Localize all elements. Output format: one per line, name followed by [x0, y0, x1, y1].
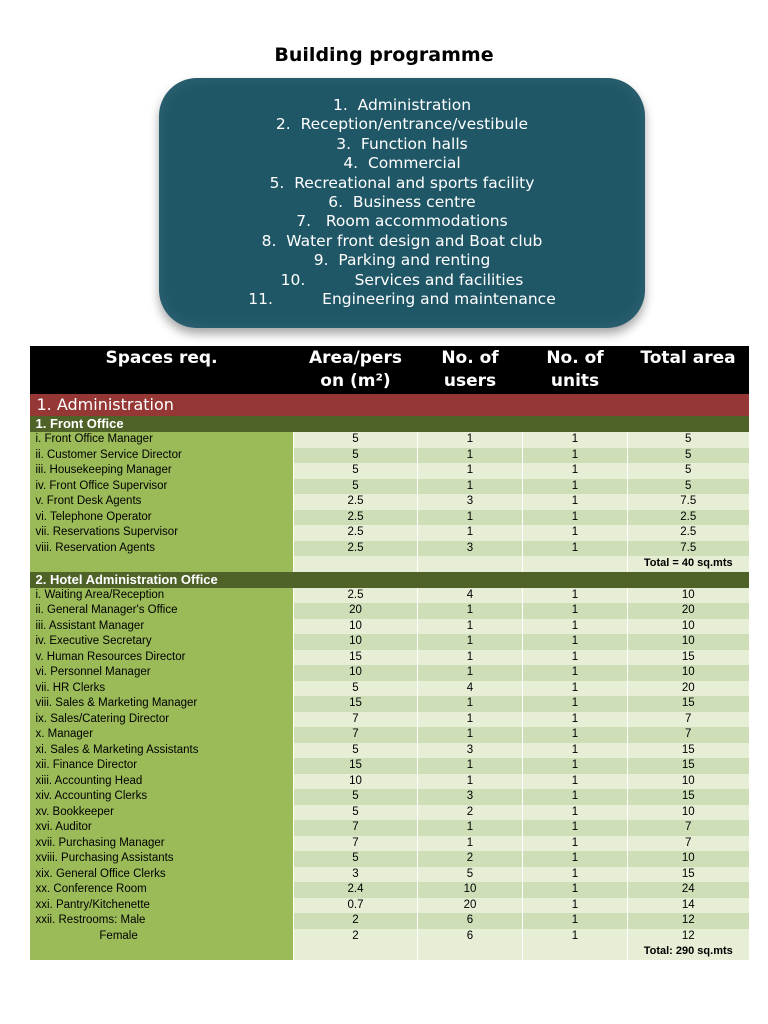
table-row — [30, 867, 749, 883]
units-cell: 1 — [523, 882, 628, 898]
users-cell: 1 — [418, 463, 523, 479]
total-area-cell: 7.5 — [628, 541, 749, 557]
area-per-person-cell: 5 — [294, 432, 418, 448]
total-area-cell: 15 — [628, 867, 749, 883]
total-area-cell: 2.5 — [628, 525, 749, 541]
space-name-cell: xi. Sales & Marketing Assistants — [30, 743, 294, 759]
units-cell: 1 — [523, 929, 628, 945]
table-row — [30, 494, 749, 510]
total-spacer-cell — [30, 556, 294, 572]
units-cell: 1 — [523, 805, 628, 821]
units-cell: 1 — [523, 758, 628, 774]
group-total-value: Total: 290 sq.mts — [628, 944, 749, 960]
table-row — [30, 541, 749, 557]
header-users-line1: No. of — [441, 348, 499, 368]
space-name-cell: xv. Bookkeeper — [30, 805, 294, 821]
table-row — [30, 510, 749, 526]
units-cell: 1 — [523, 432, 628, 448]
users-cell: 3 — [418, 494, 523, 510]
space-name-cell: v. Front Desk Agents — [30, 494, 294, 510]
area-per-person-cell: 20 — [294, 603, 418, 619]
total-area-cell: 12 — [628, 913, 749, 929]
users-cell: 1 — [418, 650, 523, 666]
section-title: 1. Administration — [30, 394, 749, 416]
table-row — [30, 758, 749, 774]
total-area-cell: 10 — [628, 588, 749, 604]
programme-item: 7. Room accommodations — [296, 212, 508, 231]
table-row — [30, 712, 749, 728]
units-cell: 1 — [523, 836, 628, 852]
units-cell: 1 — [523, 789, 628, 805]
group-header-row — [30, 416, 749, 432]
total-area-cell: 5 — [628, 448, 749, 464]
table-row — [30, 727, 749, 743]
space-name-cell: i. Waiting Area/Reception — [30, 588, 294, 604]
space-name-cell: ii. General Manager's Office — [30, 603, 294, 619]
units-cell: 1 — [523, 510, 628, 526]
area-per-person-cell: 5 — [294, 448, 418, 464]
users-cell: 1 — [418, 696, 523, 712]
total-area-cell: 15 — [628, 650, 749, 666]
total-area-cell: 10 — [628, 619, 749, 635]
table-row — [30, 463, 749, 479]
table-row — [30, 432, 749, 448]
total-spacer-cell — [418, 944, 523, 960]
users-cell: 10 — [418, 882, 523, 898]
header-users-line2: users — [443, 371, 497, 391]
area-per-person-cell: 7 — [294, 712, 418, 728]
users-cell: 20 — [418, 898, 523, 914]
space-name-cell: xxii. Restrooms: Male — [30, 913, 294, 929]
area-per-person-cell: 5 — [294, 479, 418, 495]
table-row — [30, 774, 749, 790]
area-per-person-cell: 10 — [294, 634, 418, 650]
area-per-person-cell: 7 — [294, 727, 418, 743]
area-per-person-cell: 0.7 — [294, 898, 418, 914]
space-name-cell: iii. Housekeeping Manager — [30, 463, 294, 479]
users-cell: 3 — [418, 541, 523, 557]
programme-item: 10. Services and facilities — [280, 270, 524, 289]
total-area-cell: 15 — [628, 758, 749, 774]
table-row — [30, 898, 749, 914]
space-name-cell: ii. Customer Service Director — [30, 448, 294, 464]
header-area-line1: Area/pers — [309, 348, 402, 368]
header-area-line2: on (m²) — [320, 371, 391, 391]
space-name-cell: xviii. Purchasing Assistants — [30, 851, 294, 867]
total-area-cell: 15 — [628, 696, 749, 712]
units-cell: 1 — [523, 696, 628, 712]
users-cell: 1 — [418, 510, 523, 526]
area-per-person-cell: 15 — [294, 696, 418, 712]
units-cell: 1 — [523, 681, 628, 697]
units-cell: 1 — [523, 820, 628, 836]
table-row — [30, 479, 749, 495]
table-row — [30, 836, 749, 852]
users-cell: 1 — [418, 665, 523, 681]
area-per-person-cell: 5 — [294, 851, 418, 867]
total-area-cell: 14 — [628, 898, 749, 914]
units-cell: 1 — [523, 851, 628, 867]
total-spacer-cell — [294, 944, 418, 960]
space-name-cell: vi. Personnel Manager — [30, 665, 294, 681]
space-name-cell: iv. Executive Secretary — [30, 634, 294, 650]
programme-item: 11. Engineering and maintenance — [248, 290, 556, 309]
units-cell: 1 — [523, 774, 628, 790]
programme-item: 4. Commercial — [343, 154, 461, 173]
total-area-cell: 15 — [628, 743, 749, 759]
area-per-person-cell: 5 — [294, 463, 418, 479]
users-cell: 5 — [418, 867, 523, 883]
units-cell: 1 — [523, 634, 628, 650]
users-cell: 1 — [418, 727, 523, 743]
area-per-person-cell: 10 — [294, 774, 418, 790]
users-cell: 1 — [418, 603, 523, 619]
users-cell: 3 — [418, 743, 523, 759]
header-units-line2: units — [550, 371, 600, 391]
space-name-cell: iii. Assistant Manager — [30, 619, 294, 635]
users-cell: 6 — [418, 929, 523, 945]
total-area-cell: 2.5 — [628, 510, 749, 526]
programme-item: 3. Function halls — [336, 134, 468, 153]
table-row — [30, 650, 749, 666]
units-cell: 1 — [523, 494, 628, 510]
space-name-cell: xvii. Purchasing Manager — [30, 836, 294, 852]
total-spacer-cell — [294, 556, 418, 572]
total-area-cell: 7 — [628, 727, 749, 743]
area-per-person-cell: 2.5 — [294, 588, 418, 604]
page-title: Building programme — [274, 44, 494, 66]
table-row — [30, 882, 749, 898]
total-area-cell: 5 — [628, 479, 749, 495]
table-row — [30, 696, 749, 712]
table-row — [30, 789, 749, 805]
table-row — [30, 588, 749, 604]
total-spacer-cell — [523, 944, 628, 960]
space-name-cell: ix. Sales/Catering Director — [30, 712, 294, 728]
area-per-person-cell: 5 — [294, 805, 418, 821]
area-per-person-cell: 10 — [294, 619, 418, 635]
units-cell: 1 — [523, 603, 628, 619]
space-name-cell: xiii. Accounting Head — [30, 774, 294, 790]
area-per-person-cell: 5 — [294, 681, 418, 697]
total-area-cell: 10 — [628, 805, 749, 821]
space-name-cell: xxi. Pantry/Kitchenette — [30, 898, 294, 914]
units-cell: 1 — [523, 541, 628, 557]
units-cell: 1 — [523, 479, 628, 495]
space-name-cell: i. Front Office Manager — [30, 432, 294, 448]
programme-item: 9. Parking and renting — [313, 251, 491, 270]
users-cell: 4 — [418, 681, 523, 697]
total-area-cell: 7 — [628, 820, 749, 836]
area-per-person-cell: 15 — [294, 650, 418, 666]
area-per-person-cell: 2.4 — [294, 882, 418, 898]
total-area-cell: 10 — [628, 634, 749, 650]
table-row — [30, 913, 749, 929]
space-name-cell: vii. HR Clerks — [30, 681, 294, 697]
area-per-person-cell: 2 — [294, 913, 418, 929]
users-cell: 1 — [418, 525, 523, 541]
area-per-person-cell: 2 — [294, 929, 418, 945]
area-per-person-cell: 15 — [294, 758, 418, 774]
table-row — [30, 743, 749, 759]
total-area-cell: 7.5 — [628, 494, 749, 510]
total-area-cell: 15 — [628, 789, 749, 805]
space-name-cell: xix. General Office Clerks — [30, 867, 294, 883]
users-cell: 1 — [418, 836, 523, 852]
table-row — [30, 619, 749, 635]
total-area-cell: 10 — [628, 774, 749, 790]
users-cell: 1 — [418, 758, 523, 774]
area-per-person-cell: 2.5 — [294, 525, 418, 541]
users-cell: 3 — [418, 789, 523, 805]
units-cell: 1 — [523, 588, 628, 604]
space-name-cell: viii. Reservation Agents — [30, 541, 294, 557]
table-row — [30, 525, 749, 541]
group-total-row — [30, 944, 749, 960]
table-header-row — [30, 346, 749, 394]
header-users — [418, 346, 523, 394]
programme-item: 6. Business centre — [328, 193, 476, 212]
table-row — [30, 603, 749, 619]
space-name-cell: vii. Reservations Supervisor — [30, 525, 294, 541]
group-header-row — [30, 572, 749, 588]
units-cell: 1 — [523, 525, 628, 541]
table-row — [30, 929, 749, 945]
space-name-cell: viii. Sales & Marketing Manager — [30, 696, 294, 712]
header-units — [523, 346, 628, 394]
table-row — [30, 448, 749, 464]
space-name-cell: v. Human Resources Director — [30, 650, 294, 666]
group-total-value: Total = 40 sq.mts — [628, 556, 749, 572]
group-title: 1. Front Office — [30, 416, 749, 432]
header-units-line1: No. of — [546, 348, 604, 368]
space-name-cell: iv. Front Office Supervisor — [30, 479, 294, 495]
table-body — [30, 394, 749, 960]
area-per-person-cell: 5 — [294, 743, 418, 759]
total-area-cell: 20 — [628, 681, 749, 697]
total-area-cell: 24 — [628, 882, 749, 898]
users-cell: 1 — [418, 774, 523, 790]
area-per-person-cell: 7 — [294, 820, 418, 836]
space-name-cell: xiv. Accounting Clerks — [30, 789, 294, 805]
area-per-person-cell: 2.5 — [294, 510, 418, 526]
area-per-person-cell: 7 — [294, 836, 418, 852]
area-per-person-cell: 2.5 — [294, 541, 418, 557]
units-cell: 1 — [523, 727, 628, 743]
total-area-cell: 7 — [628, 836, 749, 852]
area-per-person-cell: 10 — [294, 665, 418, 681]
units-cell: 1 — [523, 867, 628, 883]
users-cell: 1 — [418, 634, 523, 650]
total-area-cell: 5 — [628, 432, 749, 448]
units-cell: 1 — [523, 650, 628, 666]
units-cell: 1 — [523, 743, 628, 759]
space-name-cell: xii. Finance Director — [30, 758, 294, 774]
table-row — [30, 681, 749, 697]
table-row — [30, 851, 749, 867]
users-cell: 1 — [418, 820, 523, 836]
total-area-cell: 20 — [628, 603, 749, 619]
users-cell: 6 — [418, 913, 523, 929]
units-cell: 1 — [523, 463, 628, 479]
units-cell: 1 — [523, 913, 628, 929]
total-area-cell: 10 — [628, 665, 749, 681]
space-name-cell: xvi. Auditor — [30, 820, 294, 836]
programme-item: 8. Water front design and Boat club — [261, 231, 543, 250]
group-total-row — [30, 556, 749, 572]
section-row — [30, 394, 749, 416]
total-area-cell: 10 — [628, 851, 749, 867]
area-per-person-cell: 2.5 — [294, 494, 418, 510]
units-cell: 1 — [523, 665, 628, 681]
total-spacer-cell — [523, 556, 628, 572]
programme-box — [159, 78, 645, 328]
area-per-person-cell: 3 — [294, 867, 418, 883]
users-cell: 1 — [418, 619, 523, 635]
space-name-cell: x. Manager — [30, 727, 294, 743]
users-cell: 2 — [418, 805, 523, 821]
units-cell: 1 — [523, 448, 628, 464]
group-title: 2. Hotel Administration Office — [30, 572, 749, 588]
header-spaces: Spaces req. — [30, 346, 294, 394]
units-cell: 1 — [523, 712, 628, 728]
space-name-cell: vi. Telephone Operator — [30, 510, 294, 526]
users-cell: 1 — [418, 432, 523, 448]
programme-item: 2. Reception/entrance/vestibule — [275, 115, 529, 134]
total-area-cell: 12 — [628, 929, 749, 945]
programme-item: 5. Recreational and sports facility — [269, 173, 535, 192]
space-name-cell: xx. Conference Room — [30, 882, 294, 898]
units-cell: 1 — [523, 619, 628, 635]
table-row — [30, 805, 749, 821]
total-spacer-cell — [418, 556, 523, 572]
header-total: Total area — [628, 346, 749, 394]
table-row — [30, 820, 749, 836]
users-cell: 4 — [418, 588, 523, 604]
total-spacer-cell — [30, 944, 294, 960]
programme-item: 1. Administration — [332, 96, 472, 114]
users-cell: 1 — [418, 712, 523, 728]
header-area — [294, 346, 418, 394]
area-per-person-cell: 5 — [294, 789, 418, 805]
users-cell: 1 — [418, 479, 523, 495]
users-cell: 2 — [418, 851, 523, 867]
units-cell: 1 — [523, 898, 628, 914]
space-name-cell: Female — [30, 929, 294, 945]
total-area-cell: 5 — [628, 463, 749, 479]
table-row — [30, 634, 749, 650]
users-cell: 1 — [418, 448, 523, 464]
table-row — [30, 665, 749, 681]
programme-list — [159, 78, 645, 309]
total-area-cell: 7 — [628, 712, 749, 728]
spaces-table — [29, 346, 749, 960]
